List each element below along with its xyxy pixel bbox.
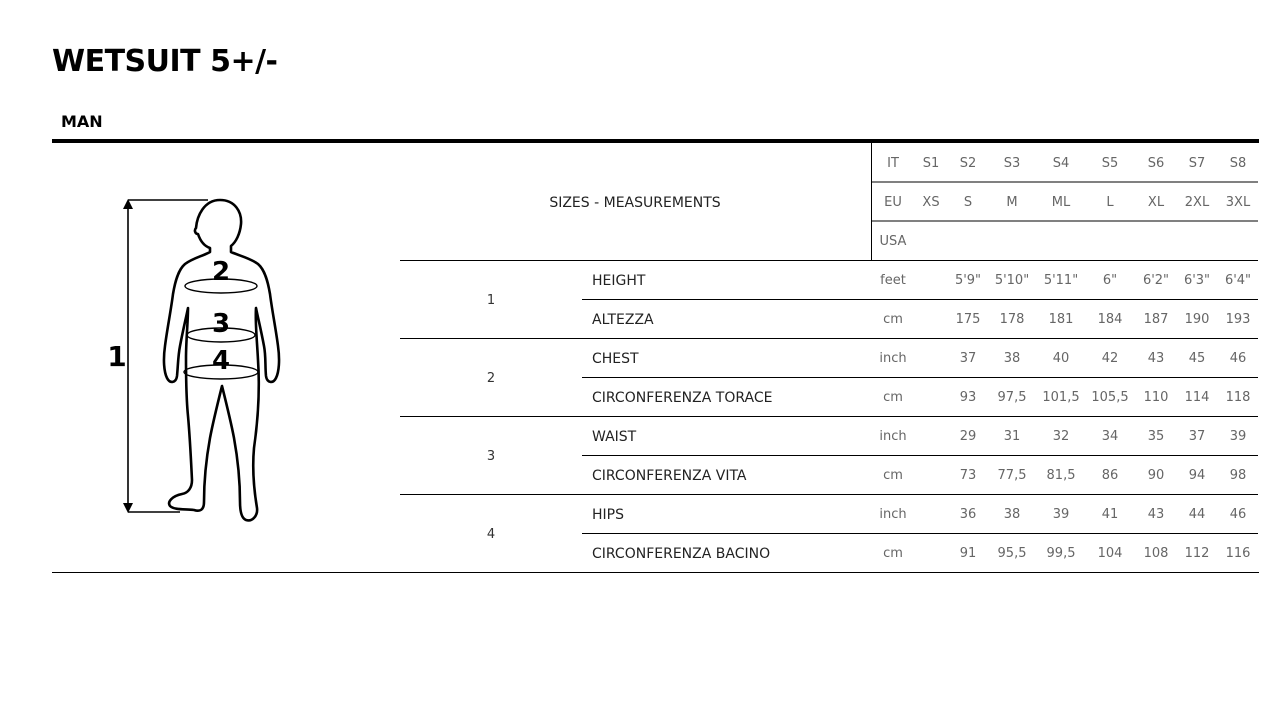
measure-unit: cm bbox=[883, 390, 903, 405]
measure-value: 34 bbox=[1101, 429, 1119, 444]
size-code: S3 bbox=[1003, 156, 1021, 171]
measure-group-number: 3 bbox=[486, 448, 496, 464]
measure-value: 97,5 bbox=[997, 390, 1027, 405]
measure-value: 91 bbox=[959, 546, 977, 561]
measure-value: 43 bbox=[1147, 351, 1165, 366]
size-code: XS bbox=[922, 195, 940, 210]
size-code: 2XL bbox=[1184, 195, 1210, 210]
measure-unit: cm bbox=[883, 312, 903, 327]
measure-value: 105,5 bbox=[1091, 390, 1129, 405]
section-label: MAN bbox=[61, 112, 103, 131]
figure-label-1: 1 bbox=[107, 340, 127, 373]
measure-value: 90 bbox=[1147, 468, 1165, 483]
measure-value: 37 bbox=[1188, 429, 1206, 444]
measure-value: 6" bbox=[1102, 273, 1118, 288]
measure-label: CIRCONFERENZA VITA bbox=[592, 468, 747, 484]
table-bottom-rule bbox=[52, 572, 1259, 573]
measure-value: 187 bbox=[1143, 312, 1169, 327]
size-code: ML bbox=[1051, 195, 1071, 210]
measure-value: 45 bbox=[1188, 351, 1206, 366]
measure-value: 99,5 bbox=[1046, 546, 1076, 561]
measure-value: 38 bbox=[1003, 351, 1021, 366]
measure-label: CHEST bbox=[592, 351, 639, 367]
measure-value: 41 bbox=[1101, 507, 1119, 522]
measure-value: 39 bbox=[1229, 429, 1247, 444]
measure-label: HEIGHT bbox=[592, 273, 646, 289]
measure-value: 118 bbox=[1225, 390, 1251, 405]
measure-unit: inch bbox=[879, 351, 907, 366]
measure-label: WAIST bbox=[592, 429, 637, 445]
size-code: M bbox=[1006, 195, 1018, 210]
size-code: S2 bbox=[959, 156, 977, 171]
measure-value: 116 bbox=[1225, 546, 1251, 561]
figure-label-4: 4 bbox=[211, 346, 231, 376]
measure-value: 31 bbox=[1003, 429, 1021, 444]
measure-value: 6'2" bbox=[1142, 273, 1170, 288]
measure-value: 181 bbox=[1048, 312, 1074, 327]
measure-label: CIRCONFERENZA TORACE bbox=[592, 390, 773, 406]
size-code: S1 bbox=[922, 156, 940, 171]
size-code: XL bbox=[1147, 195, 1165, 210]
measure-value: 46 bbox=[1229, 507, 1247, 522]
measure-value: 35 bbox=[1147, 429, 1165, 444]
measure-value: 36 bbox=[959, 507, 977, 522]
size-code: S5 bbox=[1101, 156, 1119, 171]
measure-value: 184 bbox=[1097, 312, 1123, 327]
measure-value: 43 bbox=[1147, 507, 1165, 522]
measure-value: 46 bbox=[1229, 351, 1247, 366]
size-code: S7 bbox=[1188, 156, 1206, 171]
measure-value: 175 bbox=[955, 312, 981, 327]
measure-value: 193 bbox=[1225, 312, 1251, 327]
measure-value: 98 bbox=[1229, 468, 1247, 483]
measure-value: 39 bbox=[1052, 507, 1070, 522]
measure-label: HIPS bbox=[592, 507, 624, 523]
sizes-measurements-header: SIZES - MEASUREMENTS bbox=[549, 195, 721, 211]
measure-value: 86 bbox=[1101, 468, 1119, 483]
measure-value: 44 bbox=[1188, 507, 1206, 522]
measure-label: ALTEZZA bbox=[592, 312, 654, 328]
measure-value: 190 bbox=[1184, 312, 1210, 327]
measure-value: 178 bbox=[999, 312, 1025, 327]
size-code: S4 bbox=[1052, 156, 1070, 171]
measure-group-number: 4 bbox=[486, 526, 496, 542]
measure-value: 114 bbox=[1184, 390, 1210, 405]
measure-value: 104 bbox=[1097, 546, 1123, 561]
size-code: S bbox=[963, 195, 973, 210]
page-title: WETSUIT 5+/- bbox=[52, 44, 278, 79]
size-code: 3XL bbox=[1225, 195, 1251, 210]
measure-value: 108 bbox=[1143, 546, 1169, 561]
measure-unit: cm bbox=[883, 546, 903, 561]
measure-value: 42 bbox=[1101, 351, 1119, 366]
measure-value: 73 bbox=[959, 468, 977, 483]
measure-value: 32 bbox=[1052, 429, 1070, 444]
measure-value: 29 bbox=[959, 429, 977, 444]
measure-value: 110 bbox=[1143, 390, 1169, 405]
measure-value: 38 bbox=[1003, 507, 1021, 522]
measure-value: 112 bbox=[1184, 546, 1210, 561]
size-system-label: IT bbox=[887, 156, 899, 171]
measure-value: 6'4" bbox=[1224, 273, 1252, 288]
measure-unit: cm bbox=[883, 468, 903, 483]
measure-value: 5'9" bbox=[954, 273, 982, 288]
measure-value: 81,5 bbox=[1046, 468, 1076, 483]
size-code: S6 bbox=[1147, 156, 1165, 171]
size-code: L bbox=[1106, 195, 1114, 210]
measure-value: 95,5 bbox=[997, 546, 1027, 561]
size-system-label: EU bbox=[884, 195, 902, 210]
measure-value: 101,5 bbox=[1042, 390, 1080, 405]
measure-value: 94 bbox=[1188, 468, 1206, 483]
measure-unit: inch bbox=[879, 429, 907, 444]
measure-value: 5'10" bbox=[994, 273, 1030, 288]
body-measurement-figure bbox=[100, 190, 300, 530]
figure-label-3: 3 bbox=[211, 309, 231, 339]
measure-unit: inch bbox=[879, 507, 907, 522]
size-code: S8 bbox=[1229, 156, 1247, 171]
measure-unit: feet bbox=[880, 273, 906, 288]
measure-value: 77,5 bbox=[997, 468, 1027, 483]
measure-value: 6'3" bbox=[1183, 273, 1211, 288]
measure-value: 5'11" bbox=[1043, 273, 1079, 288]
size-system-label: USA bbox=[879, 234, 907, 249]
header-divider bbox=[52, 139, 1259, 143]
figure-label-2: 2 bbox=[211, 257, 231, 287]
measure-value: 37 bbox=[959, 351, 977, 366]
measure-group-number: 2 bbox=[486, 370, 496, 386]
measure-value: 93 bbox=[959, 390, 977, 405]
measure-group-number: 1 bbox=[486, 292, 496, 308]
measure-label: CIRCONFERENZA BACINO bbox=[592, 546, 771, 562]
measure-value: 40 bbox=[1052, 351, 1070, 366]
